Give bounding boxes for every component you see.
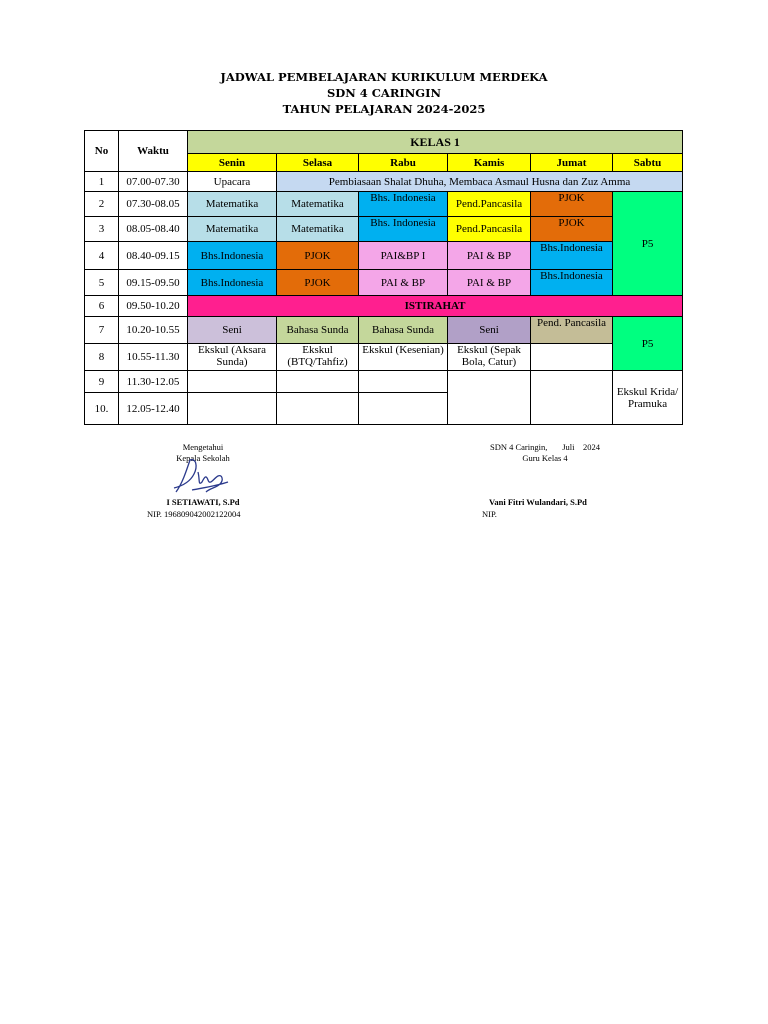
row-time: 12.05-12.40 [119,393,188,425]
table-row [85,172,683,192]
document-title: JADWAL PEMBELAJARAN KURIKULUM MERDEKA [220,70,548,84]
cell-kamis: Ekskul (Sepak Bola, Catur) [448,344,531,371]
teacher-name-text: Vani Fitri Wulandari, S.Pd [489,497,587,507]
row-no: 8 [85,344,119,371]
row-no: 6 [85,296,119,317]
row-no: 3 [85,217,119,242]
cell-selasa [277,371,359,393]
principal-name [157,497,249,508]
cell-senin: Upacara [188,172,277,192]
cell-sabtu-p5: P5 [613,317,683,371]
cell-kamis: Pend.Pancasila [448,192,531,217]
row-no: 9 [85,371,119,393]
cell-rabu [359,393,448,425]
cell-kamis: Seni [448,317,531,344]
principal-name-text: I SETIAWATI, S.Pd [166,497,240,507]
cell-istirahat: ISTIRAHAT [188,296,683,317]
row-time: 08.05-08.40 [119,217,188,242]
academic-year: TAHUN PELAJARAN 2024-2025 [282,102,486,116]
table-row [85,192,683,217]
cell-kamis: PAI & BP [448,242,531,270]
principal-nip: NIP. 196809042002122004 [147,509,241,519]
table-row [85,344,683,371]
day-sabtu: Sabtu [613,154,683,172]
cell-senin [188,393,277,425]
day-jumat: Jumat [531,154,613,172]
principal-title: Kepala Sekolah [176,453,230,463]
day-kamis: Kamis [448,154,531,172]
cell-rabu: Ekskul (Kesenian) [359,344,448,371]
cell-rabu: Bahasa Sunda [359,317,448,344]
day-senin: Senin [188,154,277,172]
cell-senin: Seni [188,317,277,344]
cell-selasa: Ekskul (BTQ/Tahfiz) [277,344,359,371]
cell-rabu [359,371,448,393]
cell-senin: Bhs.Indonesia [188,270,277,296]
cell-jumat [531,371,613,425]
row-time: 09.15-09.50 [119,270,188,296]
cell-jumat: Bhs.Indonesia [531,242,613,270]
cell-selasa: Matematika [277,192,359,217]
cell-rabu: PAI&BP I [359,242,448,270]
cell-sabtu-p5: P5 [613,192,683,296]
cell-kamis: PAI & BP [448,270,531,296]
row-time: 08.40-09.15 [119,242,188,270]
cell-selasa: PJOK [277,270,359,296]
cell-jumat: PJOK [531,217,613,242]
cell-kamis: Pend.Pancasila [448,217,531,242]
cell-rabu: Bhs. Indonesia [359,192,448,217]
row-time: 11.30-12.05 [119,371,188,393]
row-time: 07.00-07.30 [119,172,188,192]
header-no: No [85,131,119,172]
row-no: 5 [85,270,119,296]
cell-selasa [277,393,359,425]
cell-rabu: Bhs. Indonesia [359,217,448,242]
row-no: 1 [85,172,119,192]
teacher-title: Guru Kelas 4 [522,453,568,463]
cell-senin: Matematika [188,217,277,242]
table-row [85,317,683,344]
cell-selasa: PJOK [277,242,359,270]
table-row [85,270,683,296]
row-time: 10.20-10.55 [119,317,188,344]
cell-senin: Bhs.Indonesia [188,242,277,270]
cell-jumat [531,344,613,371]
row-time: 09.50-10.20 [119,296,188,317]
handwritten-signature [168,452,234,498]
cell-jumat: Pend. Pancasila [531,317,613,344]
row-no: 4 [85,242,119,270]
row-no: 7 [85,317,119,344]
cell-senin: Ekskul (Aksara Sunda) [188,344,277,371]
cell-senin [188,371,277,393]
table-row [85,296,683,317]
cell-senin: Matematika [188,192,277,217]
cell-jumat: Bhs.Indonesia [531,270,613,296]
day-selasa: Selasa [277,154,359,172]
header-kelas: KELAS 1 [188,131,683,154]
table-row [85,217,683,242]
school-name: SDN 4 CARINGIN [326,86,442,100]
row-time: 10.55-11.30 [119,344,188,371]
cell-kamis [448,371,531,425]
row-time: 07.30-08.05 [119,192,188,217]
cell-sabtu-ekskul: Ekskul Krida/ Pramuka [613,371,683,425]
cell-pembiasaan: Pembiasaan Shalat Dhuha, Membaca Asmaul Husna dan Zuz Amma [277,172,683,192]
place-date: SDN 4 Caringin, Juli 2024 [489,442,601,452]
teacher-nip: NIP. [482,509,497,519]
known-by-label: Mengetahui [182,442,224,452]
cell-selasa: Bahasa Sunda [277,317,359,344]
row-no: 10. [85,393,119,425]
teacher-name [489,497,587,508]
cell-jumat: PJOK [531,192,613,217]
header-waktu: Waktu [119,131,188,172]
cell-selasa: Matematika [277,217,359,242]
row-no: 2 [85,192,119,217]
day-rabu: Rabu [359,154,448,172]
schedule-table [84,130,683,425]
table-row [85,242,683,270]
cell-rabu: PAI & BP [359,270,448,296]
table-row [85,371,683,393]
